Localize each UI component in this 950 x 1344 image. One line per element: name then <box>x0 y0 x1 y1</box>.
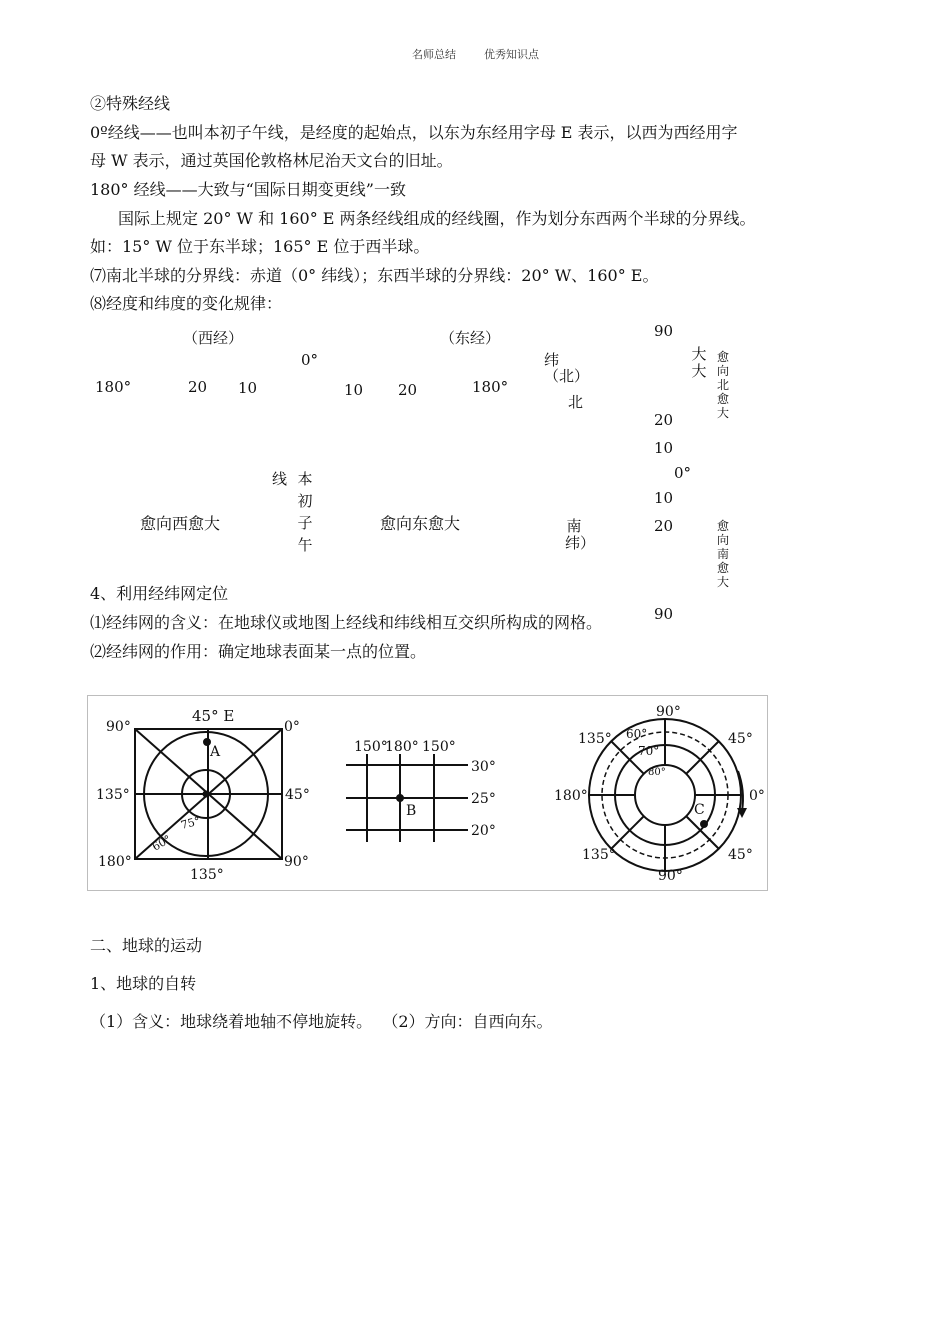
lat-90-bottom: 90 <box>654 605 674 623</box>
motion-section-title: 二、地球的运动 <box>90 936 203 955</box>
figure-b <box>346 754 468 842</box>
figure-c-lat-80: 80° <box>648 767 666 778</box>
east-longitude-label: （东经） <box>440 329 501 347</box>
text-line: 如：15° W 位于东半球；165° E 位于西半球。 <box>90 237 430 256</box>
header-left: 名师总结 <box>412 48 456 61</box>
e10-label: 10 <box>344 381 364 399</box>
e20-label: 20 <box>398 381 418 399</box>
lat-10-bottom: 10 <box>654 489 674 507</box>
figure-b-point <box>397 795 403 801</box>
rotation-subtitle: 1、地球的自转 <box>90 974 197 993</box>
figure-a-left-mid: 135° <box>96 787 130 803</box>
figure-b-top-label: 180° <box>385 739 419 755</box>
lat-20-bottom: 20 <box>654 517 674 535</box>
figure-b-right-label: 20° <box>471 823 496 839</box>
w180-label: 180° <box>95 378 132 396</box>
lat-90-top: 90 <box>654 322 674 340</box>
figure-c-top-left: 135° <box>578 731 612 747</box>
figure-c-lat-70: 70° <box>638 744 660 758</box>
north-latitude-label: 纬（北） <box>544 351 590 385</box>
figure-a-pole <box>204 792 209 797</box>
figure-c-bottom: 90° <box>658 868 683 884</box>
graticule-svg <box>88 696 769 892</box>
figure-a-bottom-right: 90° <box>284 854 309 870</box>
figure-a-top-right: 0° <box>284 719 300 735</box>
figure-a-right-mid: 45° <box>285 787 310 803</box>
figure-b-top-label: 150° <box>354 739 388 755</box>
figure-c-lat-60: 60° <box>626 727 648 741</box>
figure-a-bottom-center: 135° <box>190 867 224 883</box>
text-line: ⑺南北半球的分界线：赤道（0° 纬线）；东西半球的分界线：20° W、160° E。 <box>90 266 659 285</box>
graticule-figure <box>87 695 768 891</box>
figure-b-right-label: 25° <box>471 791 496 807</box>
lat-0: 0° <box>674 464 692 482</box>
east-increase-label: 愈向东愈大 <box>380 514 461 533</box>
header-right: 优秀知识点 <box>484 48 539 61</box>
special-meridians-title: ②特殊经线 <box>90 94 171 113</box>
figure-a-outer-lat: 60° <box>150 832 174 854</box>
figure-c-point <box>701 821 707 827</box>
prime-meridian-suffix: 线 <box>272 470 288 488</box>
north-increase-label: 愈向北愈大 <box>716 350 729 420</box>
north-char: 北 <box>568 393 584 411</box>
lat-20-top: 20 <box>654 411 674 429</box>
south-latitude-label: 南纬） <box>565 517 596 552</box>
figure-b-point-label: B <box>406 803 417 819</box>
text-line: 母 W 表示，通过英国伦敦格林尼治天文台的旧址。 <box>90 151 453 170</box>
text-line: 180° 经线——大致与“国际日期变更线”一致 <box>90 180 406 199</box>
w10-label: 10 <box>238 379 258 397</box>
figure-c-point-label: C <box>694 802 705 818</box>
figure-a-bottom-left: 180° <box>98 854 132 870</box>
figure-b-top-label: 150° <box>422 739 456 755</box>
figure-b-right-label: 30° <box>471 759 496 775</box>
text-line: ⑻经度和纬度的变化规律： <box>90 294 283 313</box>
w20-label: 20 <box>188 378 208 396</box>
figure-a-point-label: A <box>210 744 221 760</box>
figure-a-top-center: 45° E <box>192 707 235 725</box>
text-line: ⑴经纬网的含义：在地球仪或地图上经线和纬线相互交织所构成的网格。 <box>90 613 603 632</box>
figure-c-meridian <box>686 741 719 774</box>
big-big-label: 大大 <box>691 345 707 380</box>
zero-longitude: 0° <box>301 351 319 369</box>
figure-c-top: 90° <box>656 704 681 720</box>
figure-c-meridian <box>611 816 644 849</box>
figure-a-top-left: 90° <box>106 719 131 735</box>
rotation-details: （1）含义：地球绕着地轴不停地旋转。 （2）方向：自西向东。 <box>90 1012 553 1031</box>
text-line: 0º经线——也叫本初子午线，是经度的起始点，以东为东经用字母 E 表示，以西为西经用字 <box>90 123 738 142</box>
figure-c-top-right: 45° <box>728 731 753 747</box>
west-increase-label: 愈向西愈大 <box>140 514 221 533</box>
figure-c-bottom-left: 135° <box>582 847 616 863</box>
figure-c-left: 180° <box>554 788 588 804</box>
figure-a-inner-lat: 75° <box>179 814 202 832</box>
west-longitude-label: （西经） <box>183 329 244 347</box>
south-increase-label: 愈向南愈大 <box>716 519 729 589</box>
text-line: 国际上规定 20° W 和 160° E 两条经线组成的经线圈，作为划分东西两个半球的分界线。 <box>118 209 756 228</box>
e180-label: 180° <box>472 378 509 396</box>
text-line: ⑵经纬网的作用：确定地球表面某一点的位置。 <box>90 642 427 661</box>
lat-10-top: 10 <box>654 439 674 457</box>
prime-meridian-label: 本初子午 <box>297 470 313 554</box>
grid-section-title: 4、利用经纬网定位 <box>90 584 229 603</box>
figure-c-right: 0° <box>749 788 765 804</box>
figure-c-bottom-right: 45° <box>728 847 753 863</box>
